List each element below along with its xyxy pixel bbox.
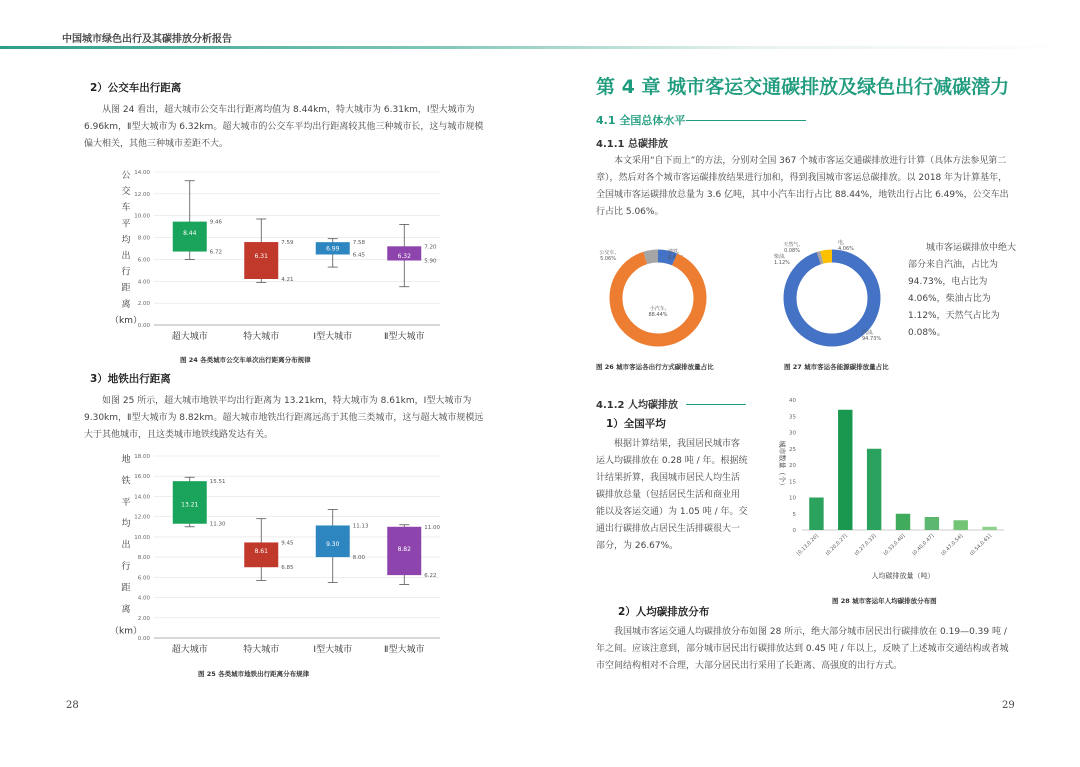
figure-27-caption: 图 27 城市客运各能源碳排放量占比 xyxy=(784,363,889,371)
y-tick-label: 12.00 xyxy=(134,191,150,198)
y-tick-label: 10.00 xyxy=(134,534,150,541)
box-q1-label: 6.45 xyxy=(352,252,365,259)
y-tick-label: 12.00 xyxy=(134,514,150,521)
national-average-title: 1）全国平均 xyxy=(606,418,666,430)
y-axis-label-char: 均 xyxy=(121,519,131,530)
y-axis-label-char: 距 xyxy=(121,283,131,294)
section-4-1-title: 4.1 全国总体水平 xyxy=(596,114,686,127)
bar xyxy=(809,498,823,531)
y-axis-label-char: 距 xyxy=(121,583,131,594)
x-axis-label: 人均碳排放量（吨） xyxy=(871,572,935,580)
x-category-label: Ⅱ型大城市 xyxy=(384,645,425,655)
section-4-1-2-title: 4.1.2 人均碳排放 xyxy=(596,400,678,411)
x-category-label: 特大城市 xyxy=(243,332,280,342)
figure-28-caption: 图 28 城市客运年人均碳排放分布图 xyxy=(832,597,937,605)
y-tick-label: 6.00 xyxy=(137,257,150,264)
y-axis-label-char: 离 xyxy=(121,604,131,615)
bar xyxy=(867,449,881,530)
y-tick-label: 2.00 xyxy=(137,301,150,308)
section-metro-distance-title: 3）地铁出行距离 xyxy=(90,373,171,385)
y-tick-label: 8.00 xyxy=(137,235,150,242)
report-title: 中国城市绿色出行及其碳排放分析报告 xyxy=(62,34,232,45)
y-axis-label-char: 平 xyxy=(121,497,131,508)
bar xyxy=(982,527,996,530)
y-tick-label: 4.00 xyxy=(137,595,150,602)
header-bar xyxy=(0,46,1080,49)
page-number-right: 29 xyxy=(1002,700,1015,711)
national-average-paragraph: 根据计算结果，我国居民城市客运人均碳排放在 0.28 吨 / 年。根据统计结果折算，我国城市居民人均生活碳排放总量（包括居民生活和商业用能以及客运交通）为 1.05 吨 / 年。交通出行碳排放占居民生活排碳很大一部分，为 26.67%。 xyxy=(596,439,748,551)
x-category-label: (0.27,0.33] xyxy=(853,533,878,558)
y-tick-label: 5 xyxy=(792,511,796,518)
section-4-1-2-rule xyxy=(686,404,746,405)
y-tick-label: 10.00 xyxy=(134,213,150,220)
y-tick-label: 6.00 xyxy=(137,575,150,582)
donut-slice xyxy=(790,256,874,340)
bar xyxy=(925,517,939,530)
box-q1-label: 11.30 xyxy=(209,521,226,528)
box-body xyxy=(244,242,278,279)
y-axis-label-char: （km） xyxy=(110,626,142,637)
y-axis-label-char: 离 xyxy=(121,299,131,310)
donut-slice-label-value: 94.73% xyxy=(862,336,882,342)
x-category-label: (0.54,0.61] xyxy=(969,533,993,558)
y-tick-label: 18.00 xyxy=(134,454,150,460)
box-q3-label: 11.00 xyxy=(424,524,440,531)
box-q3-label: 11.13 xyxy=(352,523,369,530)
box-q1-label: 6.72 xyxy=(209,249,222,256)
section-bus-distance-title: 2）公交车出行距离 xyxy=(90,82,182,94)
y-axis-label-char: 出 xyxy=(121,251,131,262)
bus-distance-paragraph: 从图 24 看出，超大城市公交车出行距离均值为 8.44km，特大城市为 6.31km，Ⅰ型大城市为 6.96km，Ⅱ型大城市为 6.32km。超大城市的公交车平均出行距离较其他三种城市长，这与城市规模偏大相关，其他三种城市差距不大。 xyxy=(84,105,484,149)
donut-slice-label-value: 4.06% xyxy=(838,246,854,252)
x-category-label: (0.20,0.27] xyxy=(824,533,849,558)
bar xyxy=(896,514,910,530)
distribution-title: 2）人均碳排放分布 xyxy=(618,606,710,618)
metro-distance-paragraph: 如图 25 所示，超大城市地铁平均出行距离为 13.21km，特大城市为 8.61km，Ⅰ型大城市为 9.30km，Ⅱ型大城市为 8.82km。超大城市地铁出行距离远高于其他三类城市，这与超大城市规模远大于其他城市，且这类城市地铁线路发达有关。 xyxy=(84,396,484,440)
y-tick-label: 4.00 xyxy=(137,279,150,286)
y-tick-label: 30 xyxy=(789,430,796,437)
box-q1-label: 8.00 xyxy=(352,555,365,562)
y-tick-label: 25 xyxy=(789,446,796,453)
box-median-label: 13.21 xyxy=(181,501,199,509)
donut-slice-label: 地铁, xyxy=(668,249,680,255)
x-category-label: Ⅱ型大城市 xyxy=(384,332,425,342)
y-tick-label: 14.00 xyxy=(134,494,150,501)
figure-24-boxplot xyxy=(90,160,490,360)
box-median-label: 6.32 xyxy=(397,252,411,260)
box-median-label: 9.30 xyxy=(326,540,340,548)
box-q3-label: 9.46 xyxy=(209,219,222,226)
figure-28-bar-chart xyxy=(762,392,1012,592)
x-category-label: 超大城市 xyxy=(171,332,208,342)
section-4-1-1-title: 4.1.1 总碳排放 xyxy=(596,139,668,150)
y-tick-label: 0.00 xyxy=(137,636,150,642)
y-tick-label: 0 xyxy=(792,528,796,534)
donut-slice-label-value: 88.44% xyxy=(648,312,668,318)
box-median-label: 8.82 xyxy=(397,545,411,553)
total-emission-paragraph: 本文采用“自下而上”的方法，分别对全国 367 个城市客运交通碳排放进行计算（具体方法参见第二章），然后对各个城市客运碳排放结果进行加和，得到我国城市客运总碳排放。以 2018 年为计算基年，全国城市客运碳排放总量为 3.6 亿吨，其中小汽车出行占比 88.44%，地铁出行占比 6.49%，公交车出行占比 5.06%。 xyxy=(596,156,1009,217)
chapter-title: 第 4 章 城市客运交通碳排放及绿色出行减碳潜力 xyxy=(596,76,1010,98)
y-axis-label: 城市数量（个） xyxy=(778,440,786,490)
box-q1-label: 4.21 xyxy=(281,276,294,283)
y-axis-label-char: 出 xyxy=(121,540,131,551)
donut-slice-label-value: 5.06% xyxy=(600,256,616,262)
bar xyxy=(838,410,852,530)
x-category-label: (0.47,0.54] xyxy=(940,533,965,558)
y-tick-label: 35 xyxy=(789,414,796,421)
y-tick-label: 10 xyxy=(789,495,796,502)
x-category-label: Ⅰ型大城市 xyxy=(313,332,353,342)
y-tick-label: 16.00 xyxy=(134,474,150,481)
figure-26-donut xyxy=(596,238,726,356)
page-number-left: 28 xyxy=(66,700,79,711)
box-median-label: 6.99 xyxy=(326,245,340,253)
y-tick-label: 40 xyxy=(789,398,796,404)
donut-slice-label: 天然气, xyxy=(783,242,800,248)
section-4-1-rule xyxy=(686,120,806,121)
y-axis-label-char: 交 xyxy=(121,187,131,198)
donut-slice-label-value: 6.49% xyxy=(668,255,684,261)
box-q3-label: 7.59 xyxy=(281,240,294,247)
donut-slice-label: 小汽车, xyxy=(649,306,667,312)
donut-slice-label-value: 1.12% xyxy=(774,260,790,266)
box-median-label: 8.44 xyxy=(183,229,197,237)
figure-24-caption: 图 24 各类城市公交车单次出行距离分布规律 xyxy=(180,356,311,364)
y-axis-label-char: 车 xyxy=(121,203,131,214)
box-q3-label: 15.51 xyxy=(209,479,226,486)
energy-share-paragraph: 城市客运碳排放中绝大部分来自汽油，占比为 94.73%，电占比为 4.06%，柴油占比为 1.12%，天然气占比为 0.08%。 xyxy=(908,243,1017,338)
y-axis-label-char: 地 xyxy=(121,455,131,465)
box-q1-label: 5.90 xyxy=(424,258,437,265)
y-axis-label-char: 行 xyxy=(121,267,131,278)
donut-slice xyxy=(616,256,700,340)
x-category-label: (0.33,0.40] xyxy=(882,533,907,558)
donut-slice-label: 柴油, xyxy=(774,254,786,260)
distribution-paragraph: 我国城市客运交通人均碳排放分布如图 28 所示，绝大部分城市居民出行碳排放在 0.19—0.39 吨 / 年之间。应该注意到，部分城市居民出行碳排放达到 0.45 吨 / 年以上，反映了上述城市交通结构或者城市空间结构相对不合理，大部分居民出行采用了长距离、高强度的出行方式。 xyxy=(596,627,1009,671)
donut-slice-label: 汽油, xyxy=(862,330,874,336)
box-median-label: 8.61 xyxy=(254,547,268,555)
x-category-label: Ⅰ型大城市 xyxy=(313,645,353,655)
box-q3-label: 7.58 xyxy=(352,240,365,247)
x-category-label: (0.40,0.47] xyxy=(911,533,936,558)
y-tick-label: 2.00 xyxy=(137,615,150,622)
y-tick-label: 15 xyxy=(789,479,796,486)
box-median-label: 6.31 xyxy=(254,253,268,261)
y-tick-label: 14.00 xyxy=(134,170,150,176)
x-category-label: 特大城市 xyxy=(243,645,280,655)
figure-25-boxplot xyxy=(90,448,490,660)
donut-slice-label: 公交车, xyxy=(599,250,616,256)
x-category-label: [0.13,0.20] xyxy=(795,533,820,558)
figure-25-caption: 图 25 各类城市地铁出行距离分布规律 xyxy=(198,670,310,678)
box-q1-label: 6.22 xyxy=(424,573,437,580)
y-axis-label-char: 均 xyxy=(121,235,131,246)
y-axis-label-char: 行 xyxy=(121,562,131,573)
y-tick-label: 20 xyxy=(789,463,796,469)
figure-27-donut xyxy=(770,238,900,356)
donut-slice-label: 电, xyxy=(838,240,845,246)
y-axis-label-char: 公 xyxy=(121,171,131,181)
box-q3-label: 7.20 xyxy=(424,244,437,251)
y-tick-label: 0.00 xyxy=(137,323,150,329)
y-axis-label-char: （km） xyxy=(110,315,142,326)
y-axis-label-char: 铁 xyxy=(121,476,131,487)
y-tick-label: 8.00 xyxy=(137,555,150,562)
box-q1-label: 6.85 xyxy=(281,565,294,572)
box-q3-label: 9.45 xyxy=(281,540,294,547)
bar xyxy=(954,520,968,530)
donut-slice-label-value: 0.08% xyxy=(784,248,800,254)
x-category-label: 超大城市 xyxy=(171,645,208,655)
figure-26-caption: 图 26 城市客运各出行方式碳排放量占比 xyxy=(596,363,714,371)
y-axis-label-char: 平 xyxy=(121,219,131,230)
